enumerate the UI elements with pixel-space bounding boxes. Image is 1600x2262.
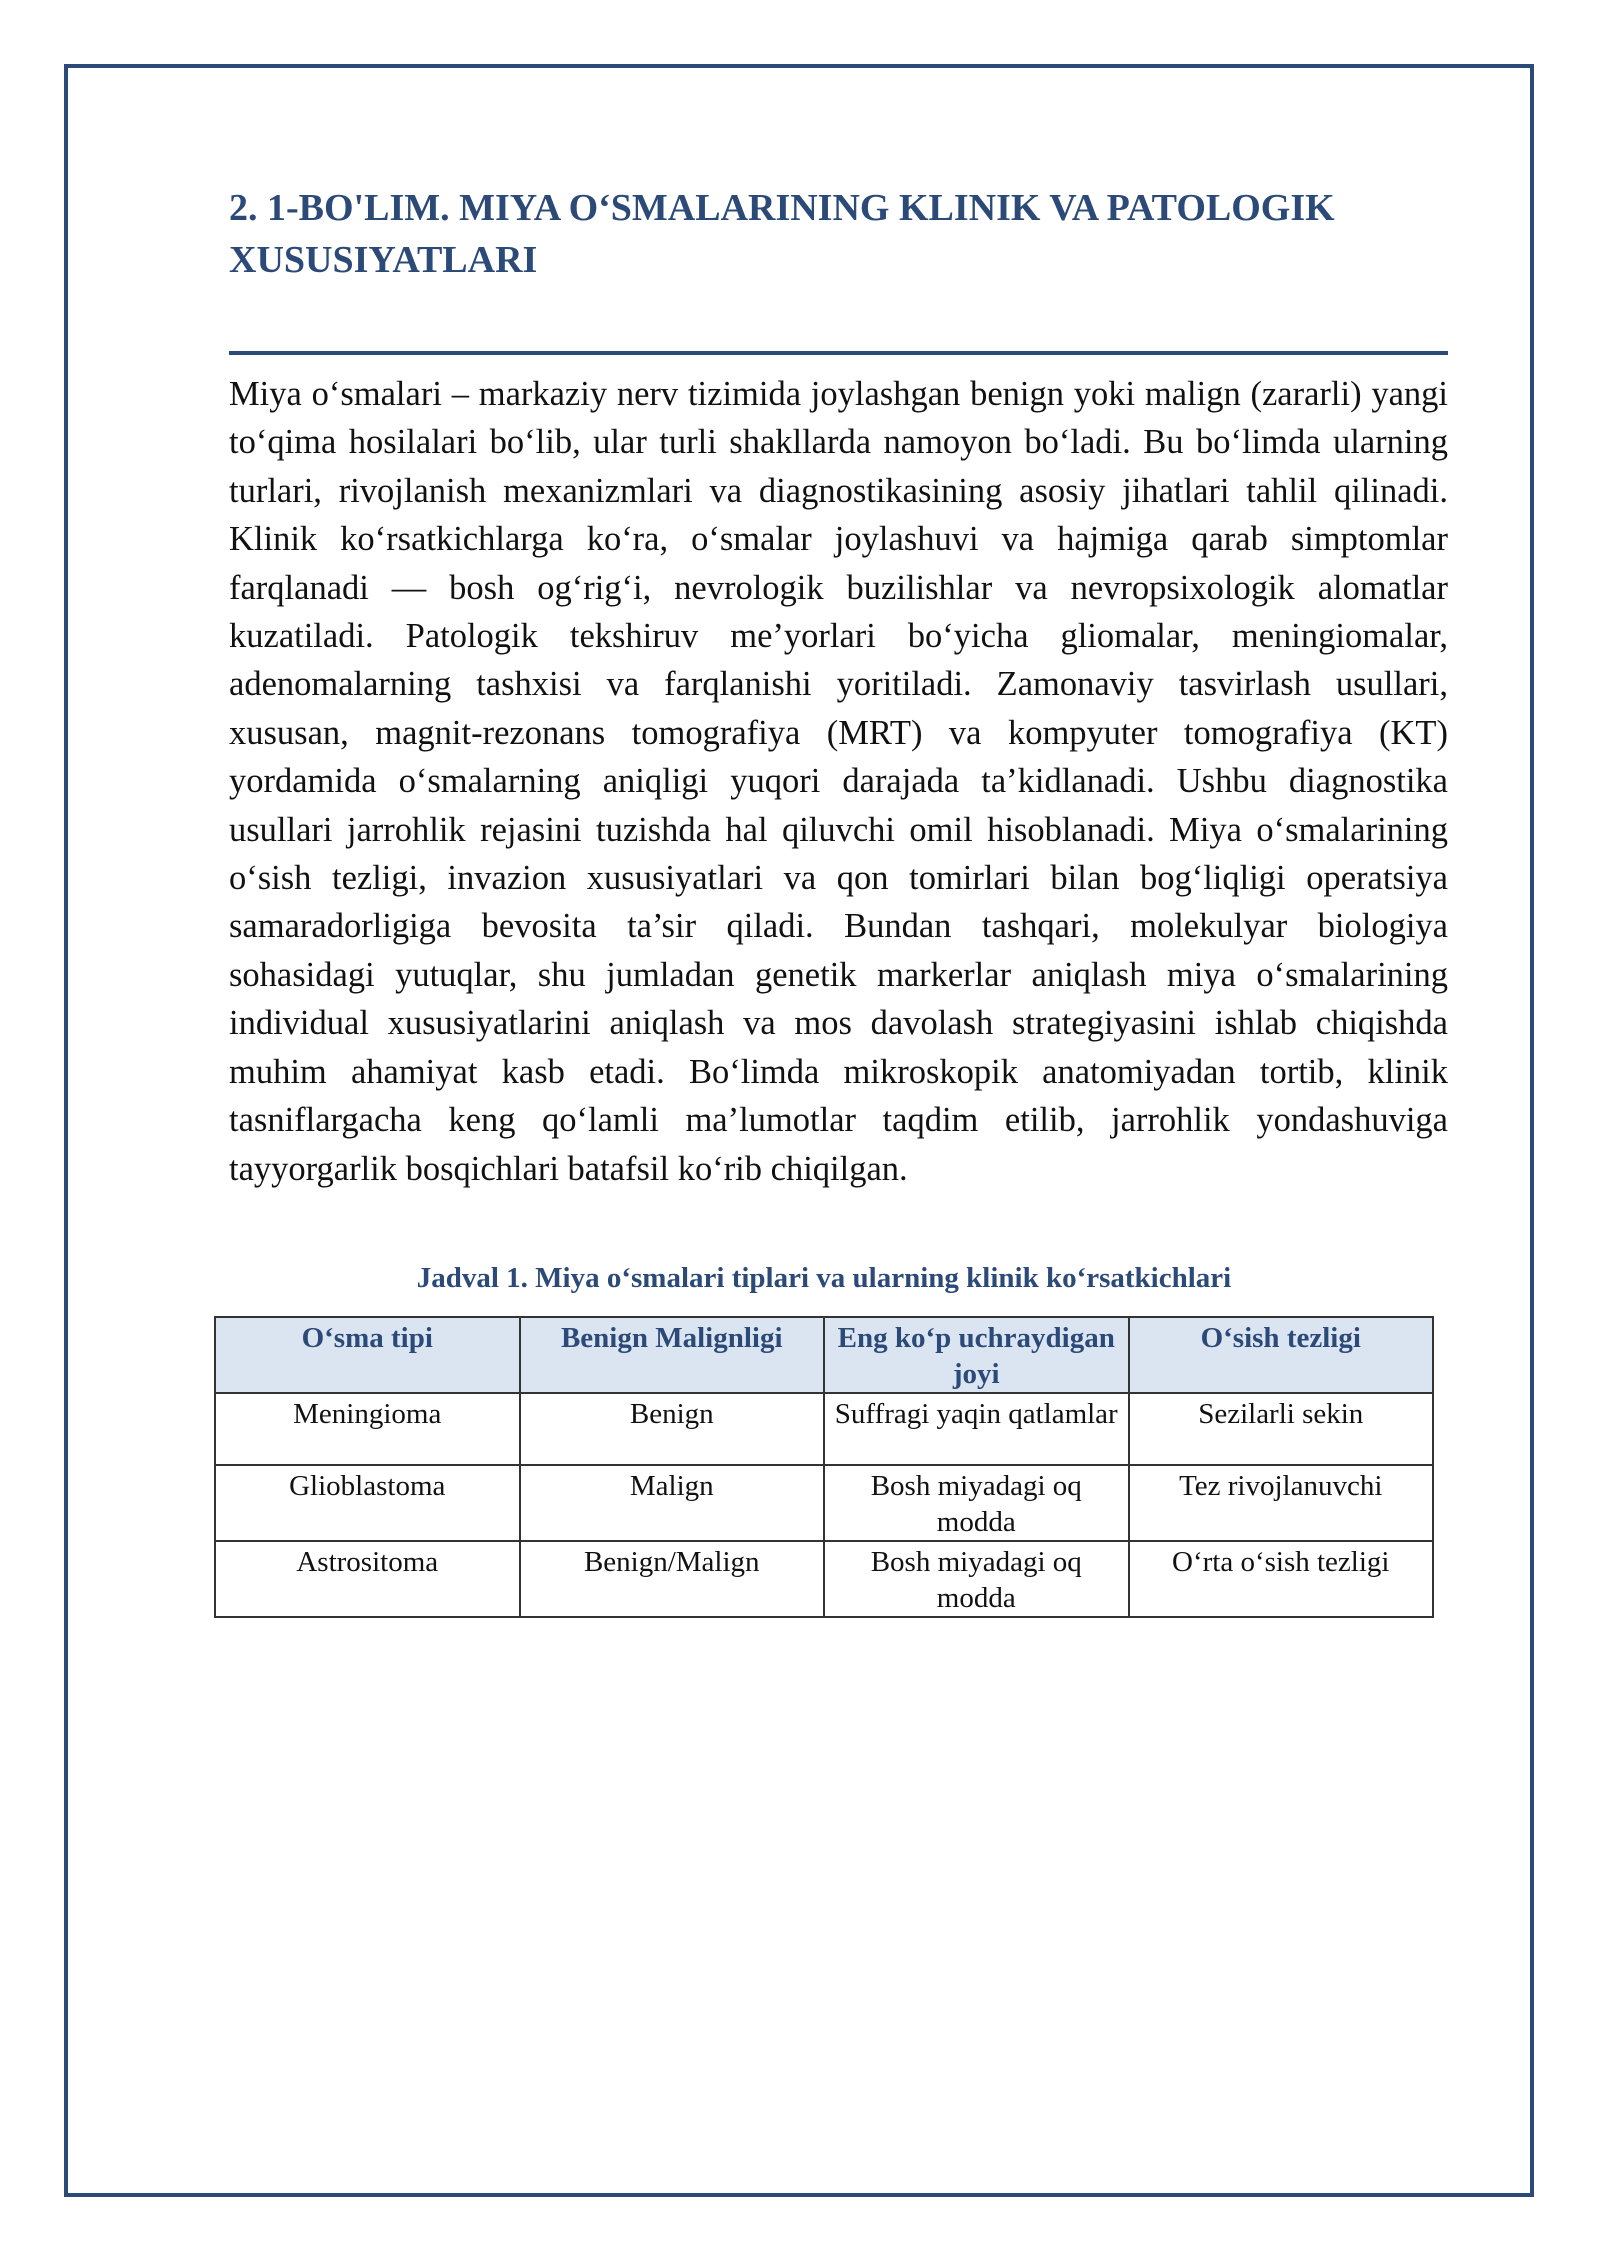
header-cell: O‘sma tipi (215, 1317, 520, 1393)
table-cell: Benign (520, 1393, 825, 1465)
header-cell: Benign Malignligi (520, 1317, 825, 1393)
heading-divider (229, 351, 1448, 355)
header-cell: O‘sish tezligi (1129, 1317, 1434, 1393)
table-header-row (215, 1317, 1433, 1393)
table-caption: Jadval 1. Miya o‘smalari tiplari va ularning klinik ko‘rsatkichlari (416, 1262, 1232, 1294)
table-cell: O‘rta o‘sish tezligi (1129, 1541, 1434, 1617)
body-paragraph: Miya o‘smalari – markaziy nerv tizimida joylashgan benign yoki malign (zararli) yangi to‘qima hosilalari bo‘lib, ular turli shakllarda namoyon bo‘ladi. Bu bo‘limda ularning turlari, rivojlanish mexanizmlari va diagnostikasining asosiy jihatlari tahlil qilinadi. Klinik ko‘rsatkichlarga ko‘ra, o‘smalar joylashuvi va hajmiga qarab simptomlar farqlanadi — bosh og‘rig‘i, nevrologik buzilishlar va nevropsixologik alomatlar kuzatiladi. Patologik tekshiruv me’yorlari bo‘yicha gliomalar, meningiomalar, adenomalarning tashxisi va farqlanishi yoritiladi. Zamonaviy tasvirlash usullari, xususan, magnit-rezonans tomografiya (MRT) va kompyuter tomografiya (KT) yordamida o‘smalarning aniqligi yuqori darajada ta’kidlanadi. Ushbu diagnostika usullari jarrohlik rejasini tuzishda hal qiluvchi omil hisoblanadi. Miya o‘smalarining o‘sish tezligi, invazion xususiyatlari va qon tomirlari bilan bog‘liqligi operatsiya samaradorligiga bevosita ta’sir qiladi. Bundan tashqari, molekulyar biologiya sohasidagi yutuqlar, shu jumladan genetik markerlar aniqlash miya o‘smalarining individual xususiyatlarini aniqlash va mos davolash strategiyasini ishlab chiqishda muhim ahamiyat kasb etadi. Bo‘limda mikroskopik anatomiyadan tortib, klinik tasniflargacha keng qo‘lamli ma’lumotlar taqdim etilib, jarrohlik yondashuviga tayyorgarlik bosqichlari batafsil ko‘rib chiqilgan. (229, 375, 1448, 1188)
table-cell: Malign (520, 1465, 825, 1541)
table-cell: Meningioma (215, 1393, 520, 1465)
table-cell: Bosh miyadagi oq modda (824, 1541, 1129, 1617)
table-cell: Suffragi yaqin qatlamlar (824, 1393, 1129, 1465)
table-cell: Bosh miyadagi oq modda (824, 1465, 1129, 1541)
table-cell: Sezilarli sekin (1129, 1393, 1434, 1465)
section-heading: 2. 1-BO'LIM. MIYA O‘SMALARINING KLINIK VA PATOLOGIK XUSUSIYATLARI (229, 187, 1335, 281)
table-cell: Tez rivojlanuvchi (1129, 1465, 1434, 1541)
tumor-types-table (214, 1316, 1434, 1618)
table-row (215, 1465, 1433, 1541)
header-cell: Eng ko‘p uchraydigan joyi (824, 1317, 1129, 1393)
table-cell: Glioblastoma (215, 1465, 520, 1541)
table-cell: Astrositoma (215, 1541, 520, 1617)
table-row (215, 1393, 1433, 1465)
table-row (215, 1541, 1433, 1617)
table-cell: Benign/Malign (520, 1541, 825, 1617)
